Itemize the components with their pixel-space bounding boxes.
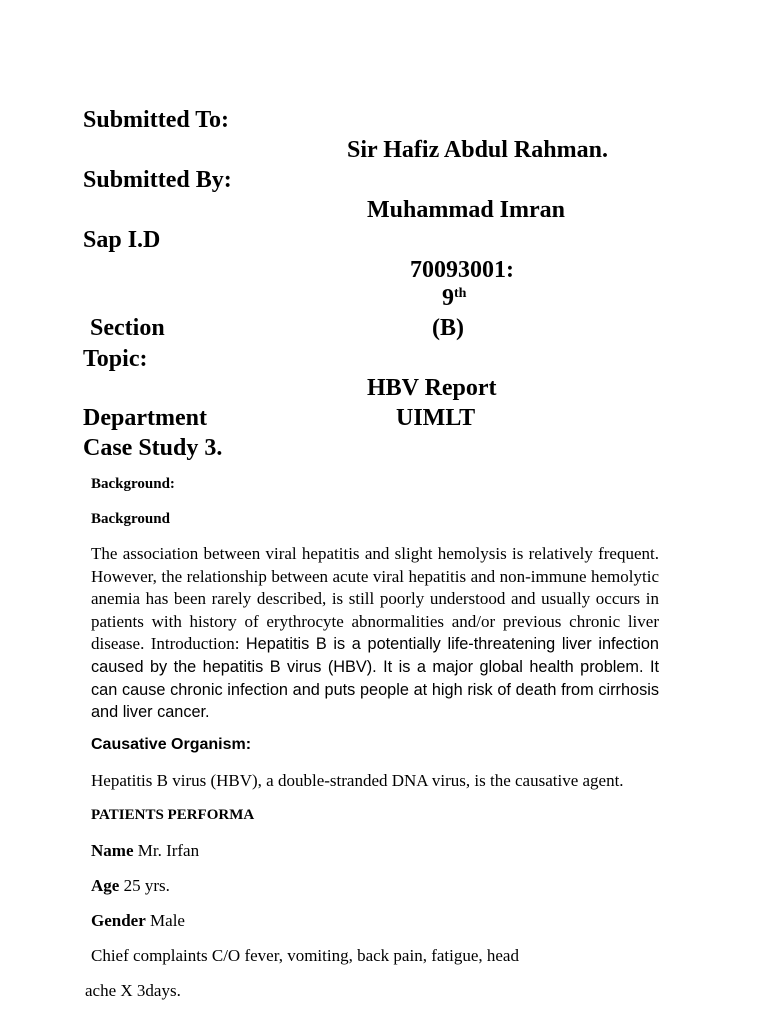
paragraph-serif-text: The association between viral hepatitis and slight hemolysis is relatively frequent. However, the relationship between acute viral hepatitis and non-immune hemolytic anemia has been rarely described, is still poorly understood and usually occurs in patients with history of erythrocyte abnormalities and/or previous chronic liver disease. Introduction: — [91, 544, 659, 654]
submitted-to-value: Sir Hafiz Abdul Rahman. — [347, 137, 608, 163]
causative-text: Hepatitis B virus (HBV), a double-stranded DNA virus, is the causative agent. — [91, 771, 624, 790]
sap-id-value: 70093001: — [410, 257, 514, 283]
sap-id-label: Sap I.D — [83, 227, 161, 253]
gender-value: Male — [150, 911, 185, 930]
topic-value: HBV Report — [367, 375, 497, 401]
gender-label: Gender — [91, 911, 146, 930]
age-label: Age — [91, 876, 120, 895]
performa-heading: PATIENTS PERFORMA — [91, 807, 255, 823]
patient-gender-row — [91, 911, 185, 931]
name-value: Mr. Irfan — [137, 841, 200, 860]
background-heading-2: Background — [91, 511, 170, 527]
semester-value: 9th — [442, 285, 467, 311]
section-label: Section — [90, 315, 165, 341]
section-value: (B) — [432, 315, 464, 341]
patient-name-row — [91, 841, 199, 861]
paragraph-sans-text: Hepatitis B is a potentially life-threatening liver infection caused by the hepatitis B virus (HBV). It is a major global health problem. It can cause chronic infection and puts people at high risk of death from cirrhosis and liver cancer. — [91, 635, 659, 722]
causative-heading: Causative Organism: — [91, 736, 252, 753]
department-value: UIMLT — [396, 405, 476, 431]
background-paragraph — [91, 543, 659, 724]
name-label: Name — [91, 841, 134, 860]
topic-label: Topic: — [83, 346, 148, 372]
submitted-by-value: Muhammad Imran — [367, 197, 566, 223]
chief-complaints-line-2: ache X 3days. — [85, 981, 181, 1000]
case-study-title: Case Study 3. — [83, 435, 223, 461]
patient-age-row — [91, 876, 170, 896]
age-value: 25 yrs. — [123, 876, 170, 895]
submitted-by-label: Submitted By: — [83, 167, 232, 193]
department-label: Department — [83, 405, 207, 431]
submitted-to-label: Submitted To: — [83, 107, 230, 133]
chief-complaints-line-1: Chief complaints C/O fever, vomiting, back pain, fatigue, head — [91, 946, 519, 965]
background-heading-1: Background: — [91, 476, 175, 492]
